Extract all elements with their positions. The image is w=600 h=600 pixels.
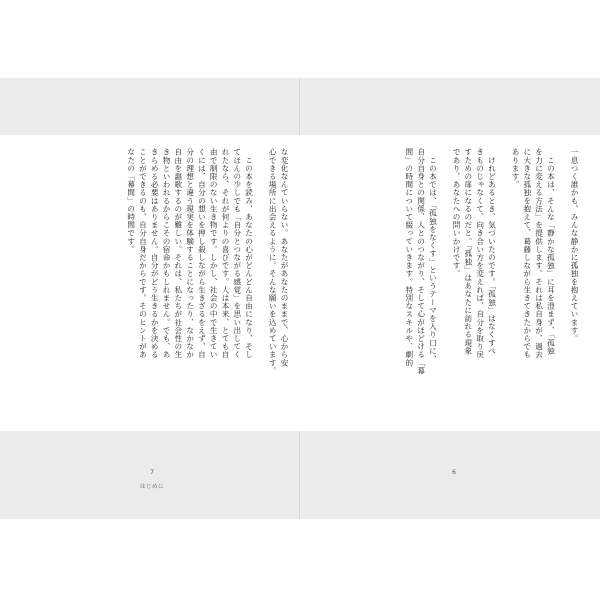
- text-column: 自分自身との関係、人とのつながり、そして心がほどける「幕: [416, 148, 426, 375]
- text-column: 分の理想と違う現実を体験することになったり、なかなか: [185, 148, 195, 359]
- text-column: 間」の時間について綴っていきます。特別なスキルや、劇的: [404, 148, 414, 367]
- right-page-body: [403, 148, 580, 420]
- text-column: 心できる場所に出会えるように。そんな願いを込めています。: [268, 148, 278, 375]
- spine-gutter-top: [299, 78, 300, 135]
- text-column: 自由を謳歌するのが難しい。それは、私たちが社会性の生: [173, 148, 183, 359]
- text-column: な変化なんていらない。あなたがあなたのままで、心から安: [280, 148, 289, 367]
- right-page: [318, 148, 580, 420]
- top-gray-band: [0, 78, 600, 135]
- blank-column: [497, 148, 509, 420]
- text-column: なたの「幕間」の時間です。: [126, 148, 136, 254]
- text-column: すための扉になるのだと。「孤独」はあなたに訪れる現象: [463, 148, 473, 355]
- text-column: この本は、そんな「静かな孤独」に耳を澄まず、「孤独: [546, 148, 556, 355]
- bottom-gray-band: [0, 431, 600, 519]
- left-page: [40, 148, 290, 420]
- text-column: きものじゃなくて、向き合い方を変えれば、自分を取り戻: [475, 148, 485, 359]
- text-column: に大きな孤独を抱えて、葛藤しながら生きてきたからでも: [522, 148, 532, 359]
- page-number-right: 6: [452, 469, 456, 476]
- text-column: この本を読み、あなたの心がどんどん自由になり、そし: [244, 148, 254, 359]
- text-column: あります。: [511, 148, 521, 189]
- text-column: けれどあるとき、気づいたのです。「孤独」はなくすべ: [487, 148, 497, 355]
- left-page-body: [125, 148, 290, 420]
- text-column: き物といわれるからこその宿命かもしれません。でも、あ: [162, 148, 172, 359]
- text-column: この本では、「孤独をなくす」というテーマを入り口に、: [428, 148, 438, 363]
- text-column: くには、自分の想いを押し殺しながら生きざるをえず、自: [197, 148, 207, 359]
- blank-column: [255, 148, 267, 420]
- text-column: てほんの少しでも「自分とつながる感覚」を思い出してく: [232, 148, 242, 359]
- spine-gutter-bottom: [299, 431, 300, 519]
- running-head: はじめに: [139, 484, 164, 490]
- text-column: きらめる必要はありません。自分がどう生きるかを決める: [150, 148, 160, 359]
- blank-column: [556, 148, 568, 420]
- text-column: 一息つく誰かも、みんな静かに孤独を抱えています。: [570, 148, 579, 343]
- page-number-left: 7: [150, 469, 154, 476]
- text-column: れたなら、それが何よりの喜びです。人は本来、とても自: [221, 148, 231, 359]
- text-column: ことができるのも、自分自身だからです。そのヒントがあ: [138, 148, 148, 359]
- text-column: 由で制限のない生き物です。しかし、社会の中で生きてい: [209, 148, 219, 359]
- blank-column: [438, 148, 450, 420]
- text-column: を力に変える方法」を提供します。それは私自身が、過去: [534, 148, 544, 359]
- text-column: であり、あなたへの問いかけです。: [452, 148, 462, 278]
